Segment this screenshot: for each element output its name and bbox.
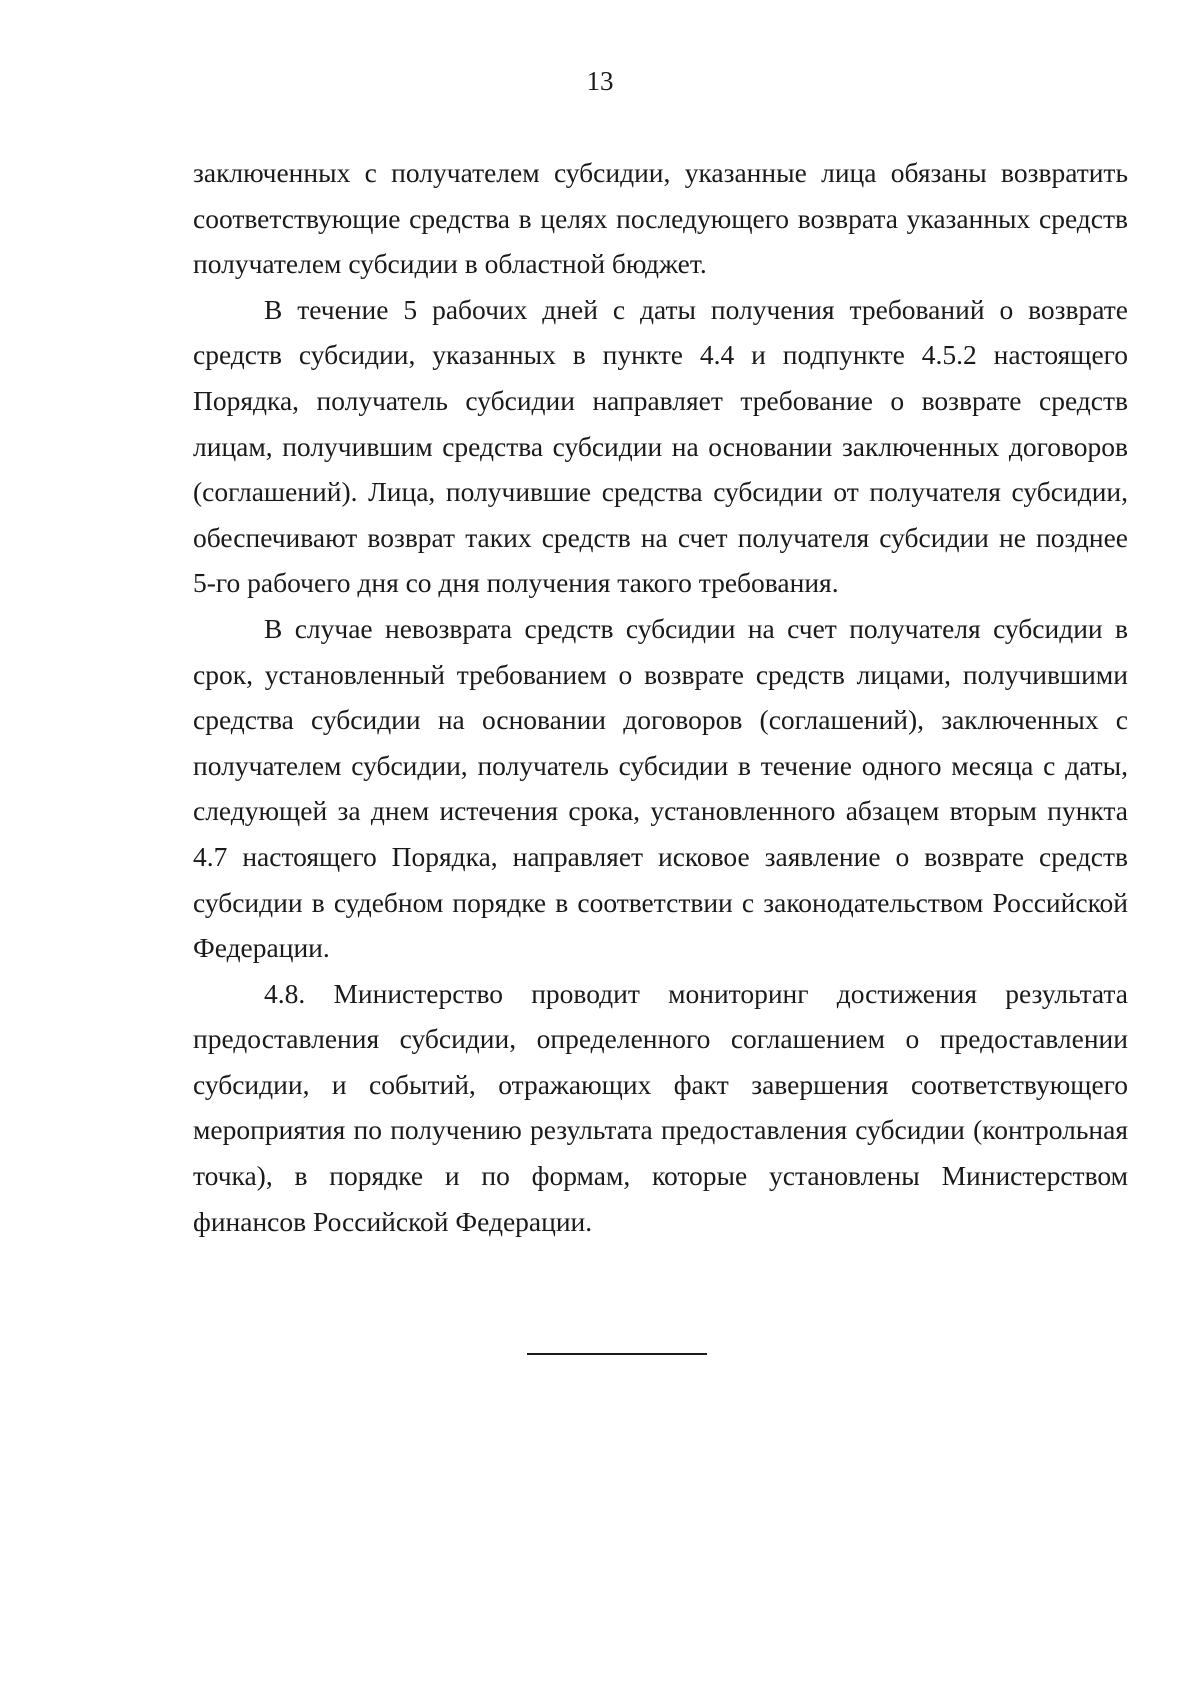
page-number: 13 — [586, 66, 614, 96]
end-of-document-rule — [527, 1353, 707, 1355]
document-body — [193, 150, 1128, 1244]
paragraph-continuation: заключенных с получателем субсидии, указанные лица обязаны возвратить соответствующие средства в целях последующего возврата указанных средств получателем субсидии в областной бюджет. — [193, 157, 1128, 280]
paragraph-non-return-lawsuit: В случае невозврата средств субсидии на счет получателя субсидии в срок, установленный требованием о возврате средств лицами, получившими средства субсидии на основании договоров (соглашений), заключенных с получателем субсидии, получатель субсидии в течение одного месяца с даты, следующей за днем истечения срока, установленного абзацем вторым пункта 4.7 настоящего Порядка, направляет исковое заявление о возврате средств субсидии в судебном порядке в соответствии с законодательством Российской Федерации. — [193, 612, 1128, 964]
paragraph-4-8-monitoring: 4.8. Министерство проводит мониторинг достижения результата предоставления субсидии, определенного соглашением о предоставлении субсидии, и событий, отражающих факт завершения соответствующего мероприятия по получению результата предоставления субсидии (контрольная точка), в порядке и по формам, которые установлены Министерством финансов Российской Федерации. — [193, 977, 1128, 1237]
paragraph-return-deadline: В течение 5 рабочих дней с даты получения требований о возврате средств субсидии, указанных в пункте 4.4 и подпункте 4.5.2 настоящего Порядка, получатель субсидии направляет требование о возврате средств лицам, получившим средства субсидии на основании заключенных договоров (соглашений). Лица, получившие средства субсидии от получателя субсидии, обеспечивают возврат таких средств на счет получателя субсидии не позднее 5-го рабочего дня со дня получения такого требования. — [193, 293, 1128, 599]
